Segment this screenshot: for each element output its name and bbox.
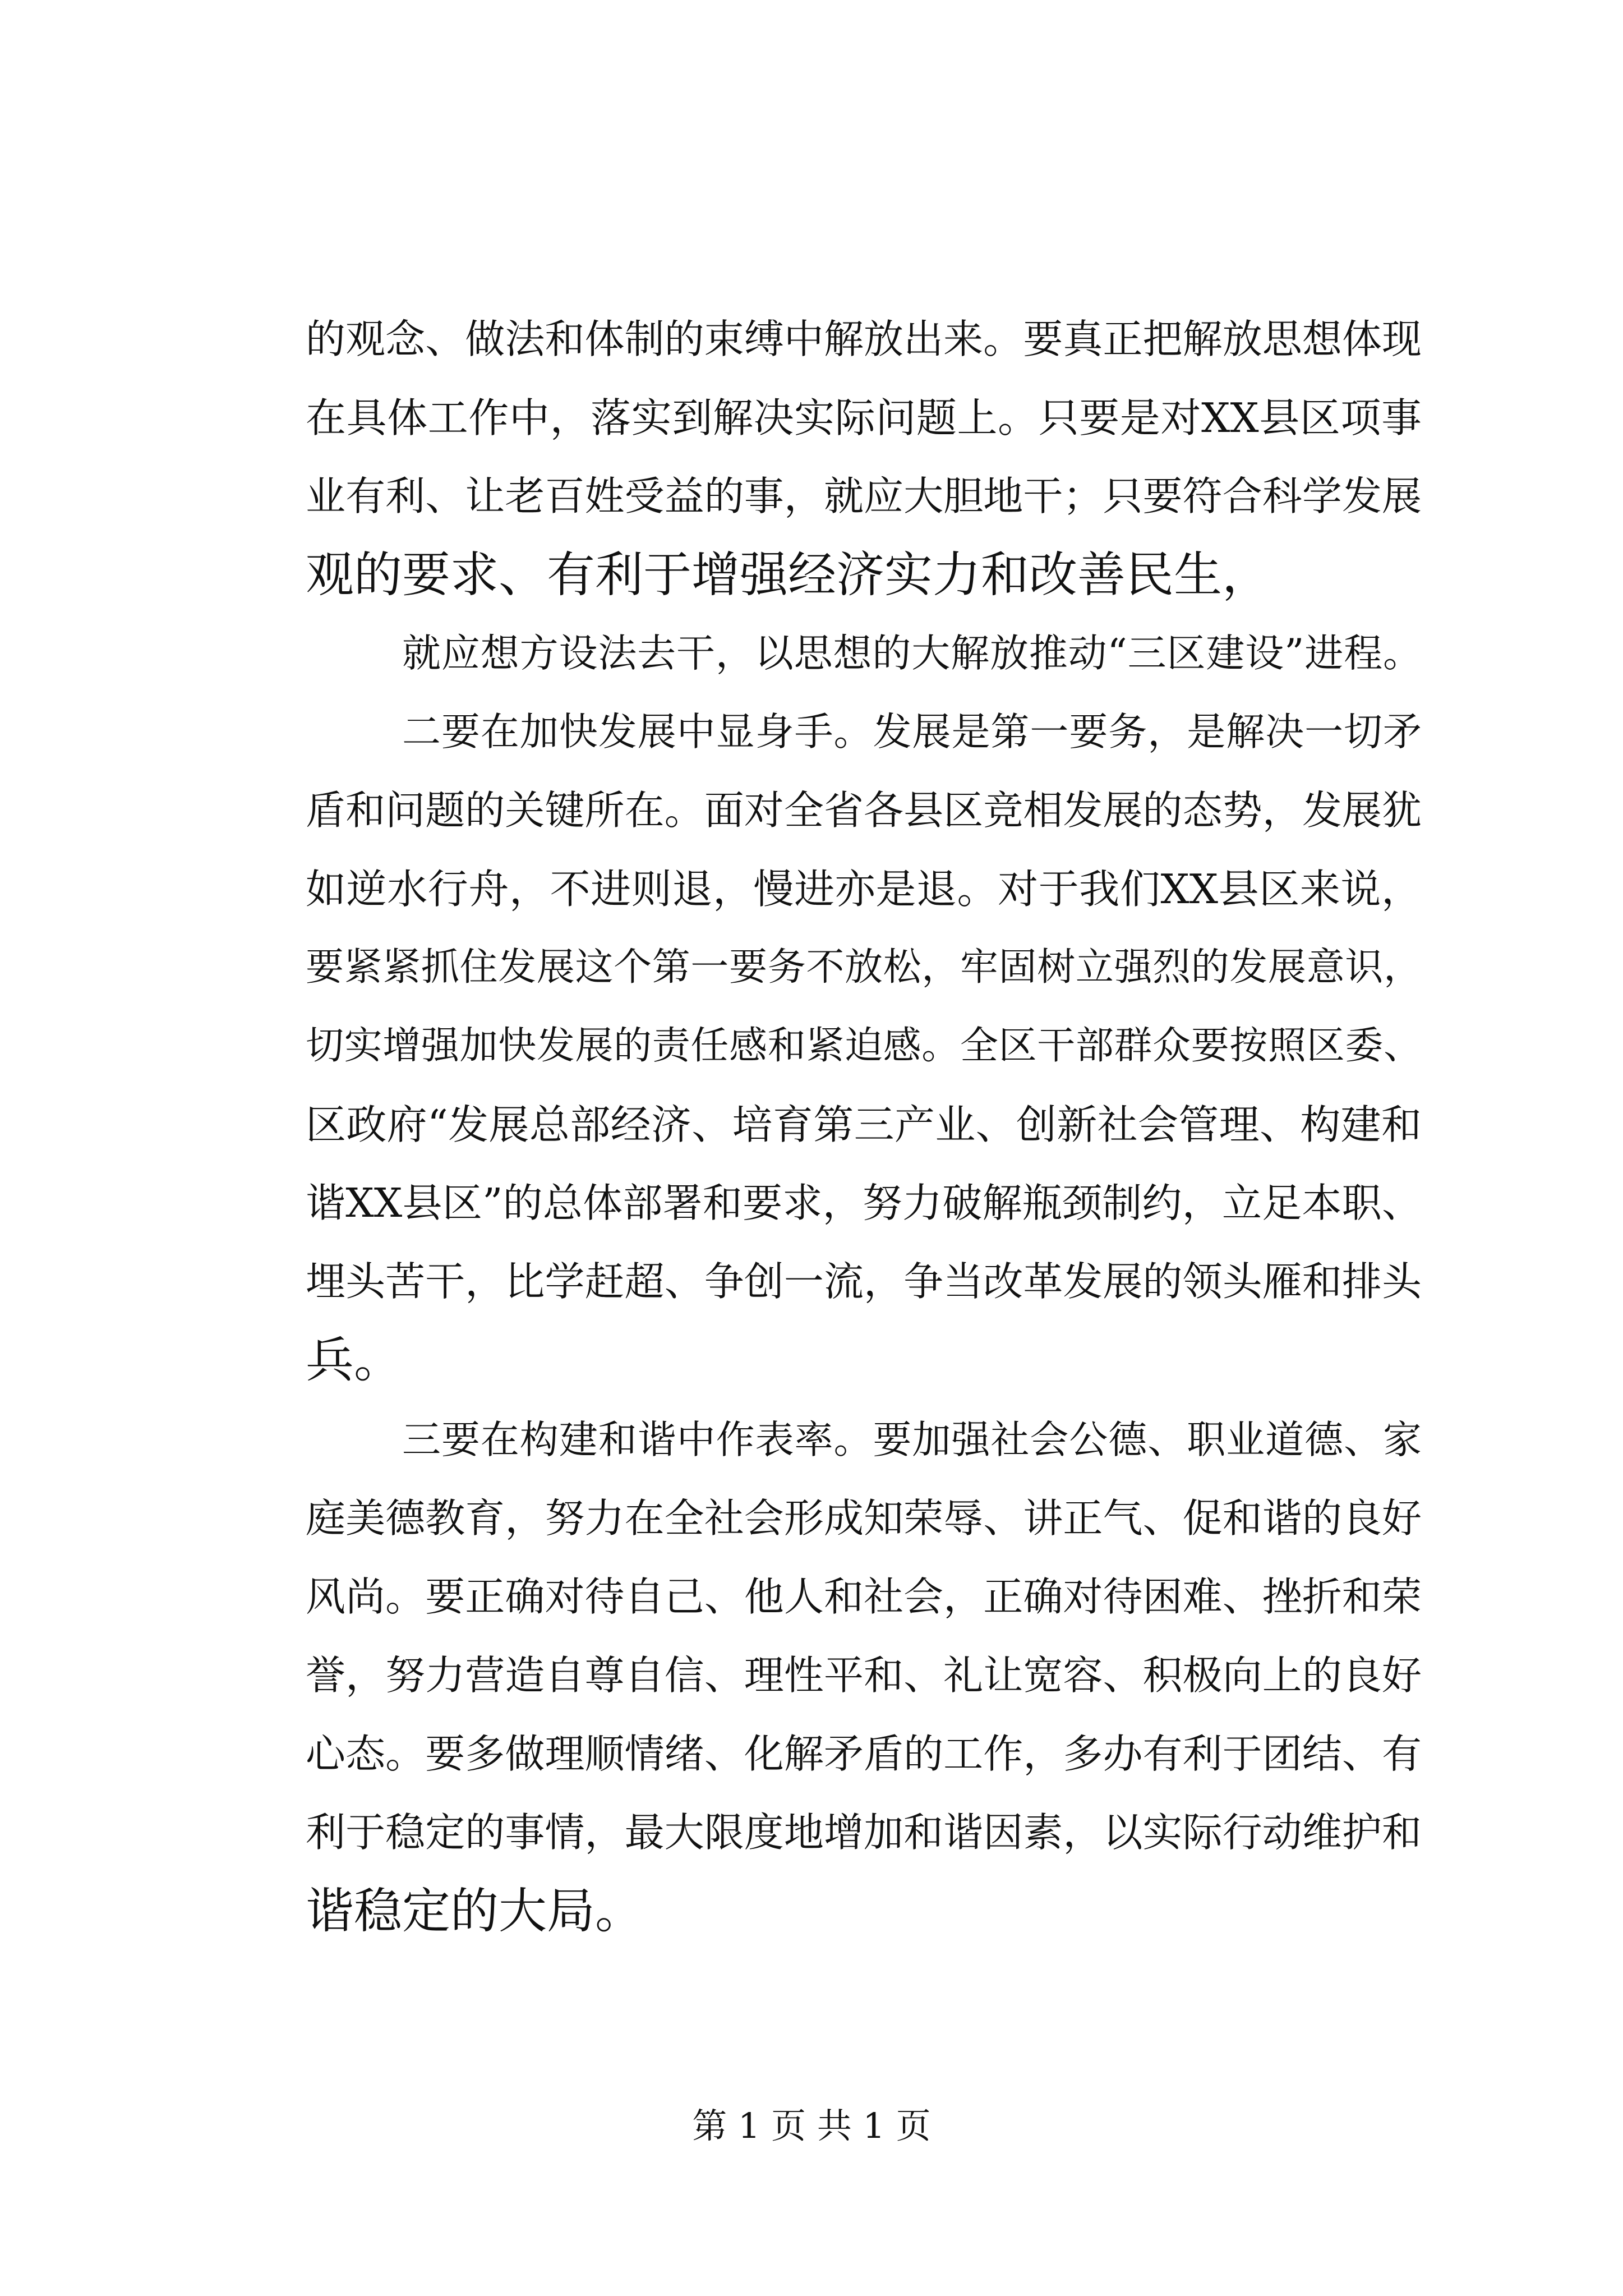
text-line-8: 如逆水行舟，不进则退，慢进亦是退。对于我们XX县区来说， [306, 866, 1422, 913]
text-line-1: 的观念、做法和体制的束缚中解放出来。要真正把解放思想体现 [306, 316, 1422, 362]
text-line-17: 风尚。要正确对待自己、他人和社会，正确对待困难、挫折和荣 [306, 1573, 1422, 1620]
text-line-5: 就应想方设法去干，以思想的大解放推动“三区建设”进程。 [402, 631, 1422, 676]
text-line-16: 庭美德教育，努力在全社会形成知荣辱、讲正气、促和谐的良好 [306, 1495, 1422, 1542]
text-line-19: 心态。要多做理顺情绪、化解矛盾的工作，多办有利于团结、有 [306, 1731, 1422, 1777]
text-line-2: 在具体工作中，落实到解决实际问题上。只要是对XX县区项事 [306, 394, 1422, 441]
text-line-12: 谐XX县区”的总体部署和要求，努力破解瓶颈制约，立足本职、 [306, 1180, 1422, 1226]
text-line-7: 盾和问题的关键所在。面对全省各县区竞相发展的态势，发展犹 [306, 787, 1422, 834]
text-line-20: 利于稳定的事情，最大限度地增加和谐因素，以实际行动维护和 [306, 1809, 1422, 1856]
text-line-10: 切实增强加快发展的责任感和紧迫感。全区干部群众要按照区委、 [306, 1024, 1422, 1068]
text-line-14: 兵。 [306, 1332, 402, 1388]
text-line-13: 埋头苦干，比学赶超、争创一流，争当改革发展的领头雁和排头 [306, 1258, 1422, 1305]
text-line-9: 要紧紧抓住发展这个第一要务不放松，牢固树立强烈的发展意识， [306, 945, 1422, 990]
text-line-21: 谐稳定的大局。 [306, 1883, 643, 1939]
page-footer: 第 1 页 共 1 页 [692, 2105, 931, 2146]
text-line-15: 三要在构建和谐中作表率。要加强社会公德、职业道德、家 [402, 1418, 1422, 1462]
text-line-18: 誉，努力营造自尊自信、理性平和、礼让宽容、积极向上的良好 [306, 1652, 1422, 1699]
text-line-11: 区政府“发展总部经济、培育第三产业、创新社会管理、构建和 [306, 1101, 1422, 1148]
text-line-6: 二要在加快发展中显身手。发展是第一要务，是解决一切矛 [402, 710, 1422, 754]
text-line-4: 观的要求、有利于增强经济实力和改善民生， [306, 547, 1270, 603]
text-line-3: 业有利、让老百姓受益的事，就应大胆地干；只要符合科学发展 [306, 473, 1422, 519]
